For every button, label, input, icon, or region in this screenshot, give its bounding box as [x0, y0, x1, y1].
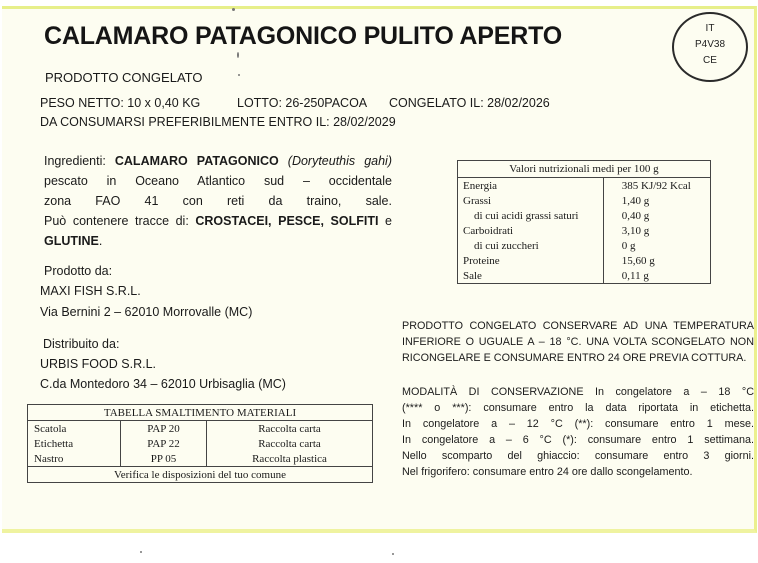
allergen-intro: Può contenere tracce di: [44, 214, 196, 228]
nutrient-name: Carboidrati [458, 223, 604, 238]
disposal-item: Scatola [28, 421, 121, 437]
frozen-date: CONGELATO IL: 28/02/2026 [389, 96, 550, 110]
ingredients-line-1 [44, 151, 392, 171]
ingredients-line-2: pescato in Oceano Atlantico sud – occidentale [44, 174, 392, 188]
nutrition-header: Valori nutrizionali medi per 100 g [458, 161, 711, 178]
nutrition-table [457, 160, 711, 284]
ingredients-species: CALAMARO PATAGONICO [114, 154, 279, 168]
conservation-line: In congelatore a – 6 °C (*): consumare entro 1 settimana. [402, 434, 754, 446]
product-state: PRODOTTO CONGELATO [45, 70, 203, 85]
ingredients-end: . [98, 234, 103, 248]
ingredients-block [44, 151, 392, 251]
health-mark-ce: CE [703, 55, 717, 66]
storage-notice-line: RICONGELARE E CONSUMARE ENTRO 24 ORE PREVIA COTTURA. [402, 352, 747, 364]
conservation-line: Nello scomparto del ghiaccio: consumare entro 3 giorni. [402, 450, 754, 462]
ingredients-label: Ingredienti: [44, 154, 115, 168]
dust-speck [237, 52, 239, 58]
storage-notice-line: INFERIORE O UGUALE A – 18 °C. UNA VOLTA SCONGELATO NON [402, 336, 754, 348]
nutrient-name: Energia [458, 178, 604, 194]
nutrient-value: 15,60 g [603, 253, 710, 268]
allergen-conjunction: e [378, 214, 392, 228]
disposal-footer: Verifica le disposizioni del tuo comune [28, 467, 373, 483]
disposal-action: Raccolta carta [207, 436, 373, 451]
dust-speck [140, 551, 142, 553]
allergen-last: GLUTINE [44, 234, 99, 248]
producer-address: Via Bernini 2 – 62010 Morrovalle (MC) [40, 305, 253, 319]
producer-name: MAXI FISH S.R.L. [40, 284, 141, 298]
disposal-code: PAP 22 [121, 436, 207, 451]
conservation-line: MODALITÀ DI CONSERVAZIONE In congelatore a – 18 °C [402, 386, 754, 398]
net-weight: PESO NETTO: 10 x 0,40 KG [40, 96, 201, 110]
nutrient-value: 0,11 g [603, 268, 710, 284]
best-before: DA CONSUMARSI PREFERIBILMENTE ENTRO IL: 28/02/2029 [40, 115, 396, 129]
dust-speck [232, 8, 235, 11]
disposal-action: Raccolta plastica [207, 451, 373, 467]
allergens-list: CROSTACEI, PESCE, SOLFITI [195, 214, 379, 228]
nutrient-value: 0 g [603, 238, 710, 253]
ingredients-line-3: zona FAO 41 con reti da traino, sale. [44, 194, 392, 208]
disposal-item: Nastro [28, 451, 121, 467]
health-mark-code: P4V38 [694, 39, 726, 50]
disposal-code: PP 05 [121, 451, 207, 467]
nutrient-name: di cui zuccheri [458, 238, 604, 253]
storage-notice [402, 318, 754, 366]
disposal-item: Etichetta [28, 436, 121, 451]
disposal-code: PAP 20 [121, 421, 207, 437]
producer-label: Prodotto da: [44, 264, 113, 278]
lot-number: LOTTO: 26-250PACOA [237, 96, 368, 110]
conservation-instructions [402, 384, 754, 480]
nutrient-name: di cui acidi grassi saturi [458, 208, 604, 223]
disposal-table [27, 404, 373, 483]
conservation-line: (**** o ***): consumare entro la data riportata in etichetta. [402, 402, 754, 414]
dust-speck [392, 553, 394, 555]
nutrient-value: 3,10 g [603, 223, 710, 238]
conservation-line: In congelatore a – 12 °C (**): consumare entro 1 mese. [402, 418, 754, 430]
ingredients-line-5 [44, 231, 392, 251]
ingredients-latin-name: (Doryteuthis gahi) [287, 154, 392, 168]
disposal-action: Raccolta carta [207, 421, 373, 437]
nutrient-name: Sale [458, 268, 604, 284]
health-mark-country: IT [705, 23, 715, 34]
nutrient-value: 1,40 g [603, 193, 710, 208]
nutrient-value: 385 KJ/92 Kcal [603, 178, 710, 194]
disposal-header: TABELLA SMALTIMENTO MATERIALI [28, 405, 373, 421]
nutrient-name: Proteine [458, 253, 604, 268]
distributor-label: Distribuito da: [43, 337, 120, 351]
dust-speck [238, 74, 240, 76]
product-title: CALAMARO PATAGONICO PULITO APERTO [44, 22, 562, 50]
nutrient-name: Grassi [458, 193, 604, 208]
ingredients-line-4 [44, 211, 392, 231]
distributor-address: C.da Montedoro 34 – 62010 Urbisaglia (MC) [40, 377, 286, 391]
distributor-name: URBIS FOOD S.R.L. [40, 357, 156, 371]
health-mark-oval [672, 12, 748, 82]
conservation-line: Nel frigorifero: consumare entro 24 ore dallo scongelamento. [402, 466, 693, 478]
nutrient-value: 0,40 g [603, 208, 710, 223]
storage-notice-line: PRODOTTO CONGELATO CONSERVARE AD UNA TEMPERATURA [402, 320, 754, 332]
